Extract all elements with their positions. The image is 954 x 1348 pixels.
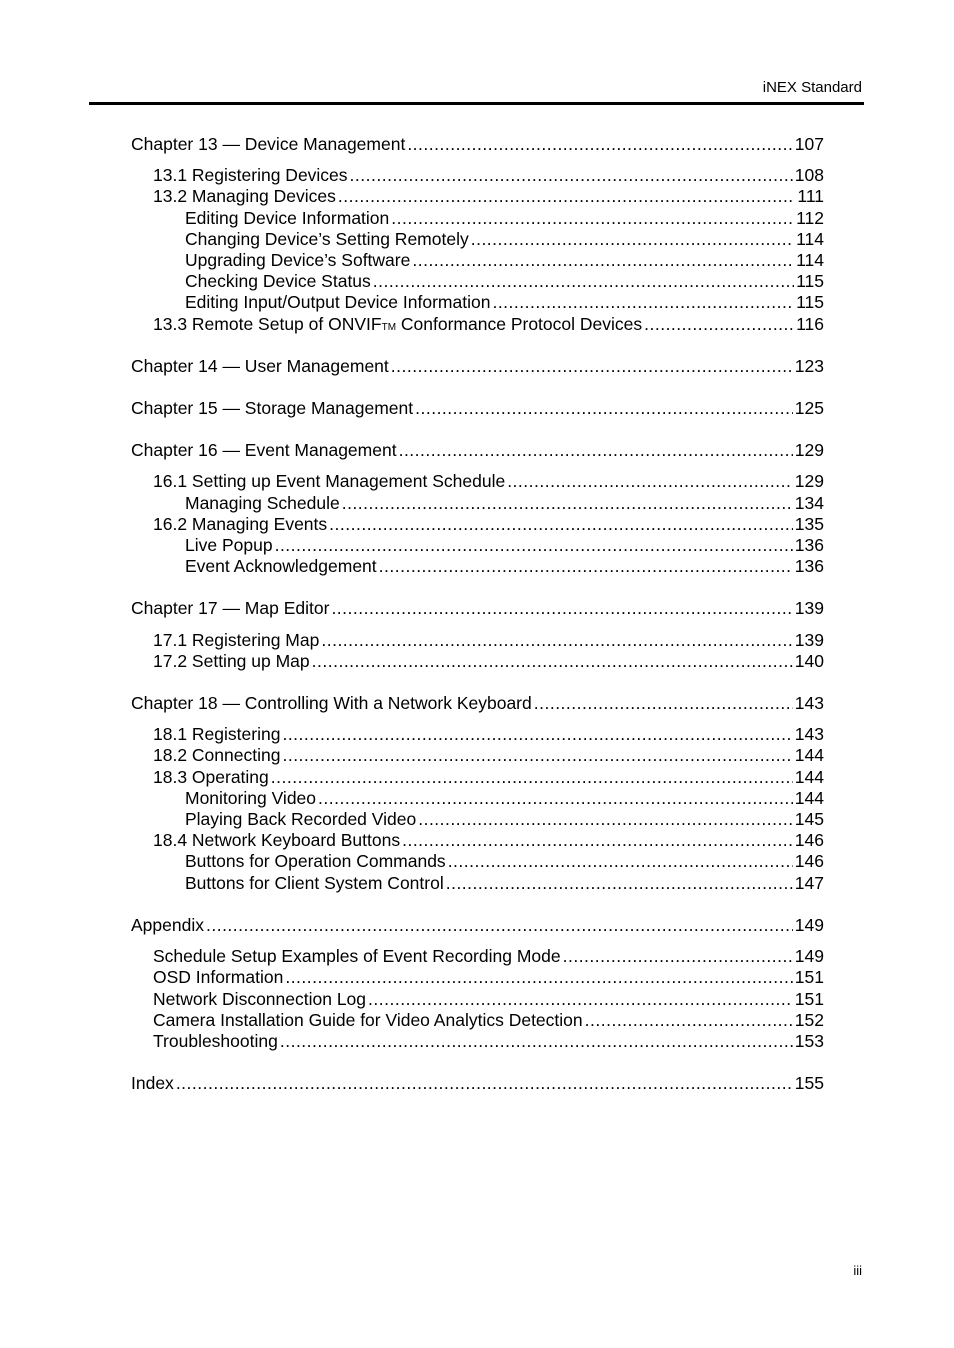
toc-page-number: 129 bbox=[794, 440, 824, 461]
dot-leader bbox=[399, 440, 793, 461]
toc-entry[interactable] bbox=[131, 651, 824, 672]
toc-entry-label: Troubleshooting bbox=[153, 1030, 278, 1051]
toc-page-number: 149 bbox=[794, 946, 824, 967]
dot-leader bbox=[379, 556, 793, 577]
toc-entry-label: Event Acknowledgement bbox=[185, 556, 377, 577]
toc-chapter-entry[interactable] bbox=[131, 598, 824, 619]
toc-page-number: 108 bbox=[794, 165, 824, 186]
toc-entry-label-suffix: Conformance Protocol Devices bbox=[396, 313, 643, 334]
toc-page-number: 144 bbox=[794, 766, 824, 787]
toc-entry[interactable] bbox=[131, 208, 824, 229]
dot-leader bbox=[507, 471, 793, 492]
toc-chapter-entry[interactable] bbox=[131, 356, 824, 377]
toc-page-number: 153 bbox=[794, 1030, 824, 1051]
toc-entry-label: Upgrading Device’s Software bbox=[185, 250, 411, 271]
toc-entry-label: Camera Installation Guide for Video Analytics Detection bbox=[153, 1009, 583, 1030]
toc-page-number: 123 bbox=[794, 355, 824, 376]
toc-entry-label: Chapter 15 — Storage Management bbox=[131, 398, 414, 419]
toc-entry-label: Checking Device Status bbox=[185, 271, 371, 292]
toc-chapter-entry[interactable] bbox=[131, 134, 824, 155]
toc-page-number: 145 bbox=[794, 809, 824, 830]
toc-page-number: 114 bbox=[796, 228, 824, 249]
toc-entry-label: Network Disconnection Log bbox=[153, 988, 367, 1009]
toc-entry[interactable] bbox=[131, 292, 824, 313]
toc-chapter-entry[interactable] bbox=[131, 693, 824, 714]
toc-entry-label: Chapter 14 — User Management bbox=[131, 355, 389, 376]
dot-leader bbox=[412, 250, 794, 271]
toc-page-number: 149 bbox=[794, 914, 824, 935]
toc-entry-label: Appendix bbox=[131, 914, 204, 935]
dot-leader bbox=[492, 292, 794, 313]
toc-entry[interactable] bbox=[131, 186, 824, 207]
toc-entry[interactable] bbox=[131, 535, 824, 556]
toc-entry-label: 18.2 Connecting bbox=[153, 745, 281, 766]
toc-chapter-entry[interactable] bbox=[131, 1073, 824, 1094]
dot-leader bbox=[280, 1031, 793, 1052]
toc-entry[interactable] bbox=[131, 724, 824, 745]
toc-entry[interactable] bbox=[131, 946, 824, 967]
dot-leader bbox=[342, 493, 793, 514]
dot-leader bbox=[285, 967, 792, 988]
toc-entry[interactable] bbox=[131, 1010, 824, 1031]
dot-leader bbox=[534, 693, 793, 714]
dot-leader bbox=[446, 873, 793, 894]
dot-leader bbox=[391, 356, 793, 377]
toc-page-number: 144 bbox=[794, 787, 824, 808]
dot-leader bbox=[275, 535, 793, 556]
toc-entry-label: Playing Back Recorded Video bbox=[185, 809, 417, 830]
header-rule bbox=[89, 102, 864, 105]
toc-entry-label: 18.1 Registering bbox=[153, 724, 281, 745]
toc-entry[interactable] bbox=[131, 493, 824, 514]
toc-page-number: 136 bbox=[794, 556, 824, 577]
toc-page-number: 135 bbox=[794, 513, 824, 534]
toc-page-number: 139 bbox=[794, 629, 824, 650]
toc-entry-label: 16.1 Setting up Event Management Schedule bbox=[153, 471, 506, 492]
toc-entry[interactable] bbox=[131, 745, 824, 766]
dot-leader bbox=[368, 989, 793, 1010]
toc-entry-label: 13.3 Remote Setup of ONVIF bbox=[153, 313, 382, 334]
toc-entry-label: 13.2 Managing Devices bbox=[153, 186, 336, 207]
toc-entry-label: 17.1 Registering Map bbox=[153, 629, 320, 650]
toc-entry[interactable] bbox=[131, 471, 824, 492]
toc-entry-label: Chapter 13 — Device Management bbox=[131, 134, 406, 154]
dot-leader bbox=[448, 851, 793, 872]
toc-entry[interactable] bbox=[131, 165, 824, 186]
dot-leader bbox=[585, 1010, 793, 1031]
toc-entry-label: OSD Information bbox=[153, 967, 284, 988]
toc-entry-label: 18.3 Operating bbox=[153, 766, 269, 787]
dot-leader bbox=[329, 514, 793, 535]
toc-entry-label: Chapter 17 — Map Editor bbox=[131, 598, 330, 619]
toc-entry[interactable] bbox=[131, 271, 824, 292]
toc-page-number: 107 bbox=[794, 134, 824, 154]
toc-page-number: 144 bbox=[794, 745, 824, 766]
toc-page-number: 151 bbox=[794, 967, 824, 988]
toc-entry-label: Managing Schedule bbox=[185, 492, 340, 513]
toc-page-number: 143 bbox=[794, 693, 824, 714]
toc-entry-label: Chapter 16 — Event Management bbox=[131, 440, 397, 461]
dot-leader bbox=[418, 809, 793, 830]
toc-page-number: 147 bbox=[794, 872, 824, 893]
dot-leader bbox=[415, 398, 793, 419]
toc-entry-label: Buttons for Operation Commands bbox=[185, 851, 446, 872]
dot-leader bbox=[331, 598, 792, 619]
toc-page-number: 143 bbox=[794, 724, 824, 745]
toc-page-number: 134 bbox=[794, 492, 824, 513]
dot-leader bbox=[282, 724, 792, 745]
toc-page-number: 112 bbox=[796, 207, 824, 228]
toc-entry-label: Changing Device’s Setting Remotely bbox=[185, 228, 469, 249]
toc-entry[interactable] bbox=[131, 809, 824, 830]
dot-leader bbox=[373, 271, 794, 292]
toc-entry[interactable] bbox=[131, 873, 824, 894]
toc-entry[interactable] bbox=[131, 788, 824, 809]
toc-entry-label: Editing Input/Output Device Information bbox=[185, 292, 491, 313]
dot-leader bbox=[471, 229, 794, 250]
toc-entry-label: 16.2 Managing Events bbox=[153, 513, 328, 534]
toc-entry[interactable] bbox=[131, 556, 824, 577]
toc-entry[interactable] bbox=[131, 630, 824, 651]
toc-entry-label: Editing Device Information bbox=[185, 207, 390, 228]
toc-entry[interactable] bbox=[131, 1031, 824, 1052]
dot-leader bbox=[282, 745, 792, 766]
toc-chapter-entry[interactable] bbox=[131, 915, 824, 936]
toc-page-number: 146 bbox=[794, 851, 824, 872]
dot-leader bbox=[402, 830, 793, 851]
toc-entry[interactable] bbox=[131, 967, 824, 988]
toc-entry[interactable]: 13.3 Remote Setup of ONVIF TM Conformance Protocol Devices ..... 116 bbox=[131, 314, 824, 335]
table-of-contents bbox=[131, 134, 824, 1094]
dot-leader bbox=[350, 165, 793, 186]
toc-entry-label: Live Popup bbox=[185, 535, 273, 556]
toc-page-number: 155 bbox=[794, 1073, 824, 1094]
toc-page-number: 151 bbox=[794, 988, 824, 1009]
dot-leader bbox=[206, 915, 793, 936]
footer-page-number: iii bbox=[853, 1263, 862, 1278]
dot-leader bbox=[391, 208, 794, 229]
toc-page-number: 111 bbox=[797, 186, 824, 207]
toc-entry-label: Schedule Setup Examples of Event Recording Mode bbox=[153, 946, 561, 967]
toc-entry[interactable] bbox=[131, 830, 824, 851]
toc-chapter-entry[interactable] bbox=[131, 440, 824, 461]
toc-entry[interactable] bbox=[131, 229, 824, 250]
toc-page-number: 136 bbox=[794, 535, 824, 556]
toc-entry-label: 17.2 Setting up Map bbox=[153, 650, 310, 671]
toc-entry-label: Chapter 18 — Controlling With a Network Keyboard bbox=[131, 693, 532, 714]
toc-entry[interactable] bbox=[131, 514, 824, 535]
toc-entry-label: Index bbox=[131, 1073, 174, 1094]
toc-page-number: 139 bbox=[794, 598, 824, 619]
toc-page-number: 129 bbox=[794, 471, 824, 492]
toc-entry-label: Monitoring Video bbox=[185, 787, 317, 808]
dot-leader bbox=[338, 186, 796, 207]
header-title: iNEX Standard bbox=[762, 79, 862, 96]
toc-page-number: 125 bbox=[794, 398, 824, 419]
dot-leader bbox=[271, 767, 793, 788]
toc-entry[interactable] bbox=[131, 250, 824, 271]
toc-entry-label: 13.1 Registering Devices bbox=[153, 165, 348, 186]
dot-leader bbox=[318, 788, 793, 809]
toc-entry[interactable] bbox=[131, 989, 824, 1010]
toc-entry[interactable] bbox=[131, 851, 824, 872]
toc-page-number: 152 bbox=[794, 1009, 824, 1030]
toc-page-number: 114 bbox=[796, 250, 824, 271]
toc-page-number: 116 bbox=[796, 313, 824, 334]
dot-leader bbox=[644, 314, 794, 335]
dot-leader bbox=[321, 630, 792, 651]
toc-page-number: 115 bbox=[796, 292, 824, 313]
dot-leader bbox=[176, 1073, 793, 1094]
toc-entry-label: Buttons for Client System Control bbox=[185, 872, 444, 893]
toc-page-number: 140 bbox=[794, 650, 824, 671]
toc-chapter-entry[interactable] bbox=[131, 398, 824, 419]
toc-page-number: 146 bbox=[794, 830, 824, 851]
toc-page-number: 115 bbox=[796, 271, 824, 292]
toc-entry-label: 18.4 Network Keyboard Buttons bbox=[153, 830, 401, 851]
dot-leader bbox=[563, 946, 793, 967]
dot-leader bbox=[407, 134, 792, 155]
toc-entry[interactable] bbox=[131, 767, 824, 788]
dot-leader bbox=[312, 651, 793, 672]
